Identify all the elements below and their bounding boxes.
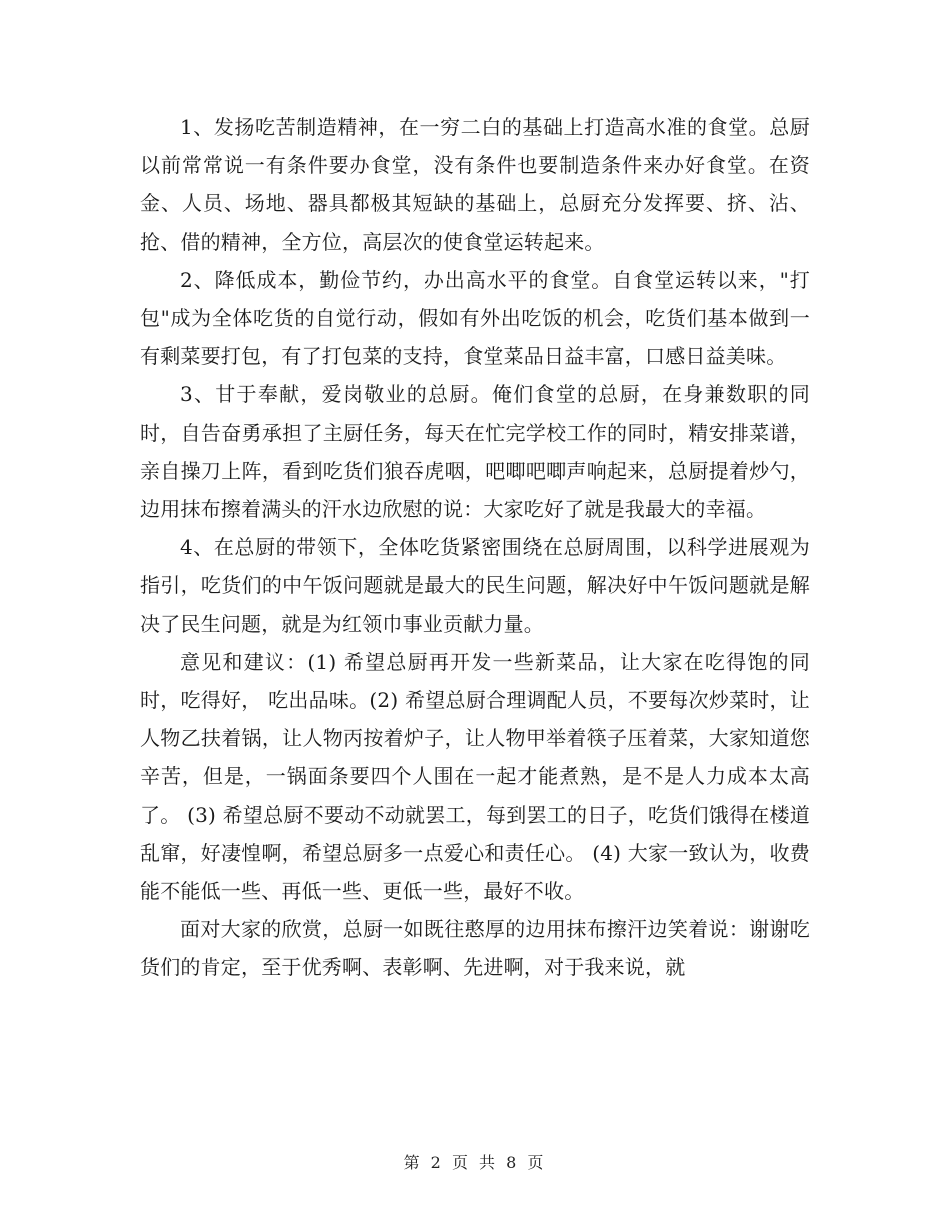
paragraph-3: 3、甘于奉献，爱岗敬业的总厨。俺们食堂的总厨，在身兼数职的同时，自告奋勇承担了主厨任务，每天在忙完学校工作的同时，精安排菜谱，亲自操刀上阵，看到吃货们狼吞虎咽，吧唧吧唧声响起来，总厨提着炒勺，边用抹布擦着满头的汗水边欣慰的说：大家吃好了就是我最大的幸福。	[140, 382, 810, 522]
page-footer	[0, 1153, 950, 1173]
paragraph-suggestions: 意见和建议：(1) 希望总厨再开发一些新菜品，让大家在吃得饱的同时，吃得好， 吃出品味。(2) 希望总厨合理调配人员，不要每次炒菜时，让人物乙扶着锅，让人物丙按着炉子，让人物甲举着筷子压着菜，大家知道您辛苦，但是，一锅面条要四个人围在一起才能煮熟，是不是人力成本太高了。 (3) 希望总厨不要动不动就罢工，每到罢工的日子，吃货们饿得在楼道 乱窜，好凄惶啊，希望总厨多一点爱心和责任心。 (4) 大家一致认为，收费能不能低一些、再低一些、更低一些，最好不收。	[140, 649, 810, 904]
paragraph-2: 2、降低成本，勤俭节约，办出高水平的食堂。自食堂运转以来，"打包"成为全体吃货的自觉行动，假如有外出吃饭的机会，吃货们基本做到一有剩菜要打包，有了打包菜的支持，食堂菜品日益丰富，口感日益美味。	[140, 267, 810, 369]
paragraph-4: 4、在总厨的带领下，全体吃货紧密围绕在总厨周围，以科学进展观为指引，吃货们的中午饭问题就是最大的民生问题，解决好中午饭问题就是解决了民生问题，就是为红领巾事业贡献力量。	[140, 535, 810, 636]
body-text	[140, 108, 810, 987]
paragraph-response: 面对大家的欣赏，总厨一如既往憨厚的边用抹布擦汗边笑着说：谢谢吃货们的肯定，至于优秀啊、表彰啊、先进啊，对于我来说，就	[140, 917, 810, 980]
paragraph-1: 1、发扬吃苦制造精神，在一穷二白的基础上打造高水准的食堂。总厨以前常常说一有条件要办食堂，没有条件也要制造条件来办好食堂。在资金、人员、场地、器具都极其短缺的基础上，总厨充分发挥要、挤、沾、抢、借的精神，全方位，高层次的使食堂运转起来。	[140, 115, 810, 254]
page-number-label: 第 2 页 共 8 页	[403, 1153, 547, 1172]
